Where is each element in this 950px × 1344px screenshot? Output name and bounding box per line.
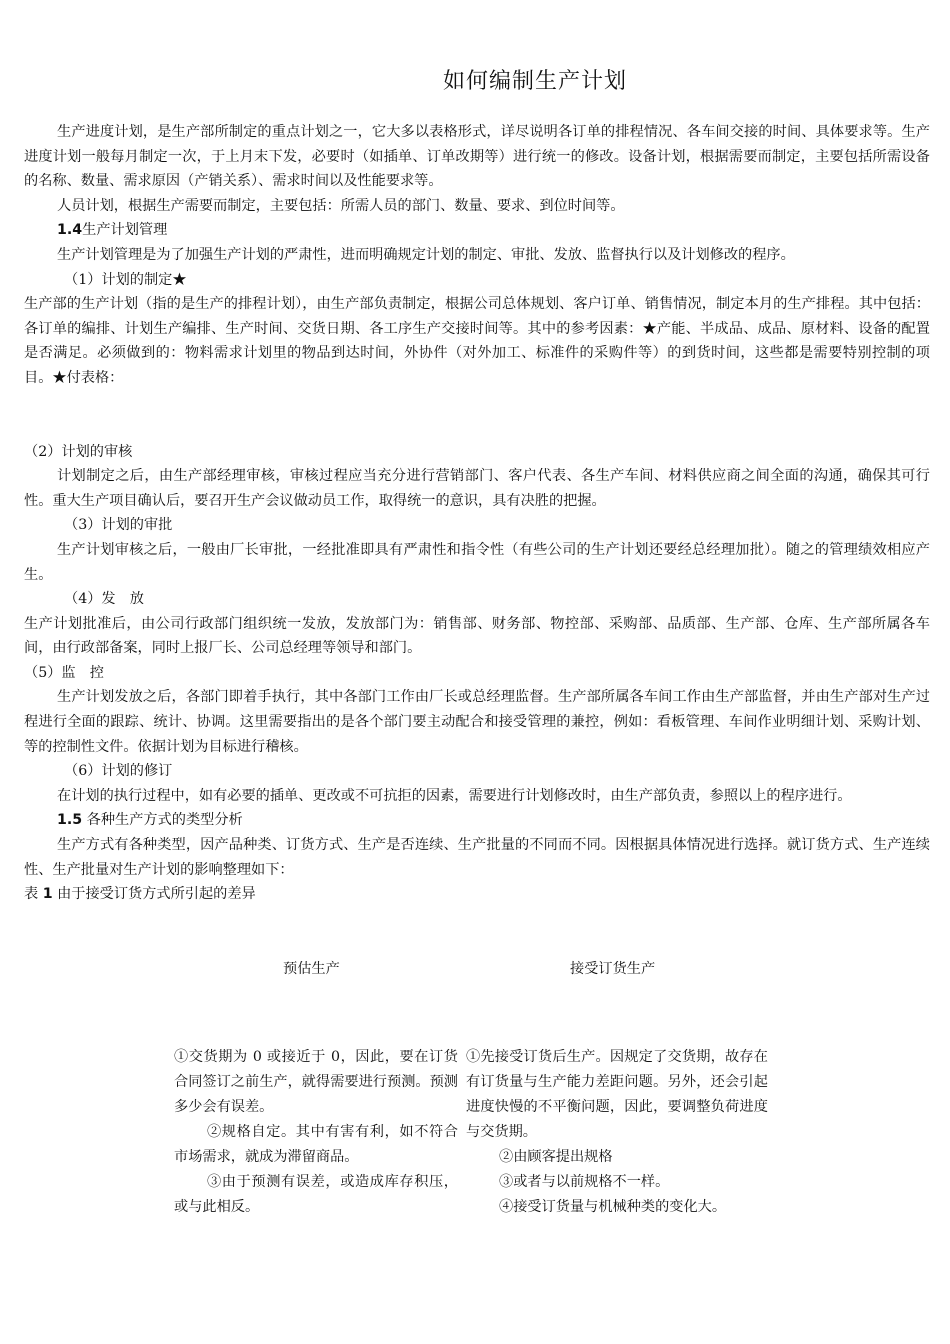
- paragraph: 生产进度计划，是生产部所制定的重点计划之一，它大多以表格形式，详尽说明各订单的排程情况、各车间交接的时间、具体要求等。生产进度计划一般每月制定一次，于上月末下发，必要时（如插单、订单改期等）进行统一的修改。设备计划，根据需要而制定，主要包括所需设备的名称、数量、需求原因（产销关系）、需求时间以及性能要求等。: [24, 124, 930, 190]
- section-number: 1.5: [57, 812, 83, 829]
- blank-space: [24, 391, 930, 440]
- column-header-forecast: 预估生产: [283, 961, 340, 977]
- table-header-row: [0, 958, 950, 984]
- table-cell-order: [466, 1045, 768, 1220]
- paragraph: 人员计划，根据生产需要而制定，主要包括：所需人员的部门、数量、要求、到位时间等。: [57, 197, 625, 214]
- paragraph: 生产方式有各种类型，因产品种类、订货方式、生产是否连续、生产批量的不同而不同。因根据具体情况进行选择。就订货方式、生产连续性、生产批量对生产计划的影响整理如下：: [24, 837, 930, 878]
- document-title: 如何编制生产计划: [442, 69, 627, 94]
- caption-text: 由于接受订货方式所引起的差异: [52, 886, 256, 903]
- list-item: ③由于预测有误差，或造成库存积压，或与此相反。: [174, 1174, 458, 1215]
- subheading: （6）计划的修订: [64, 763, 173, 780]
- list-item: ①交货期为 0 或接近于 0，因此，要在订货合同签订之前生产，就得需要进行预测。预测多少会有误差。: [174, 1049, 458, 1115]
- paragraph: 在计划的执行过程中，如有必要的插单、更改或不可抗拒的因素，需要进行计划修改时，由生产部负责，参照以上的程序进行。: [57, 787, 852, 804]
- subheading: （5）监 控: [24, 664, 104, 681]
- subheading: （4）发 放: [64, 591, 144, 608]
- list-item: ②规格自定。其中有害有利，如不符合市场需求，就成为滞留商品。: [174, 1124, 458, 1165]
- paragraph: 生产计划发放之后，各部门即着手执行，其中各部门工作由厂长或总经理监督。生产部所属各车间工作由生产部监督，并由生产部对生产过程进行全面的跟踪、统计、协调。这里需要指出的是各个部门要主动配合和接受管理的兼控，例如：看板管理、车间作业明细计划、采购计划、等的控制性文件。依据计划为目标进行稽核。: [24, 689, 930, 755]
- document-body: [24, 120, 930, 907]
- column-header-order: 接受订货生产: [570, 961, 656, 977]
- list-item: ③或者与以前规格不一样。: [499, 1174, 670, 1190]
- caption-number: 1: [42, 886, 53, 903]
- list-item: ①先接受订货后生产。因规定了交货期，故存在有订货量与生产能力差距问题。另外，还会引起进度快慢的不平衡问题，因此，要调整负荷进度与交货期。: [466, 1049, 768, 1140]
- paragraph: 计划制定之后，由生产部经理审核，审核过程应当充分进行营销部门、客户代表、各生产车间、材料供应商之间全面的沟通，确保其可行性。重大生产项目确认后，要召开生产会议做动员工作，取得统一的意识，具有决胜的把握。: [24, 468, 930, 509]
- subheading: （1）计划的制定★: [64, 271, 187, 288]
- section-number: 1.4: [57, 222, 83, 239]
- section-heading-1-4: [24, 218, 930, 243]
- section-heading-text: 生产计划管理: [82, 222, 168, 239]
- subheading: （2）计划的审核: [24, 443, 133, 460]
- section-heading-text: 各种生产方式的类型分析: [82, 812, 243, 829]
- list-item: ②由顾客提出规格: [499, 1149, 613, 1165]
- caption-prefix: 表: [24, 886, 39, 903]
- paragraph: 生产计划审核之后，一般由厂长审批，一经批准即具有严肃性和指令性（有些公司的生产计划还要经总经理加批）。随之的管理绩效相应产生。: [24, 541, 930, 583]
- list-item: ④接受订货量与机械种类的变化大。: [499, 1199, 727, 1215]
- table-caption: [24, 882, 930, 907]
- subheading: （3）计划的审批: [64, 517, 173, 534]
- section-heading-1-5: [24, 808, 930, 833]
- paragraph: 生产计划批准后，由公司行政部门组织统一发放，发放部门为：销售部、财务部、物控部、采购部、品质部、生产部、仓库、生产部所属各车间，由行政部备案，同时上报厂长、公司总经理等领导和部门。: [24, 615, 930, 657]
- paragraph: 生产计划管理是为了加强生产计划的严肃性，进而明确规定计划的制定、审批、发放、监督执行以及计划修改的程序。: [57, 246, 795, 263]
- paragraph: 生产部的生产计划（指的是生产的排程计划），由生产部负责制定，根据公司总体规划、客户订单、销售情况，制定本月的生产排程。其中包括：各订单的编排、计划生产编排、生产时间、交货日期、各工序生产交接时间等。其中的参考因素：★产能、半成品、成品、原材料、设备的配置是否满足。必须做到的：物料需求计划里的物品到达时间，外协件（对外加工、标准件的采购件等）的到货时间，这些都是需要特别控制的项目。★付表格：: [24, 296, 930, 386]
- table-cell-forecast: [174, 1045, 458, 1220]
